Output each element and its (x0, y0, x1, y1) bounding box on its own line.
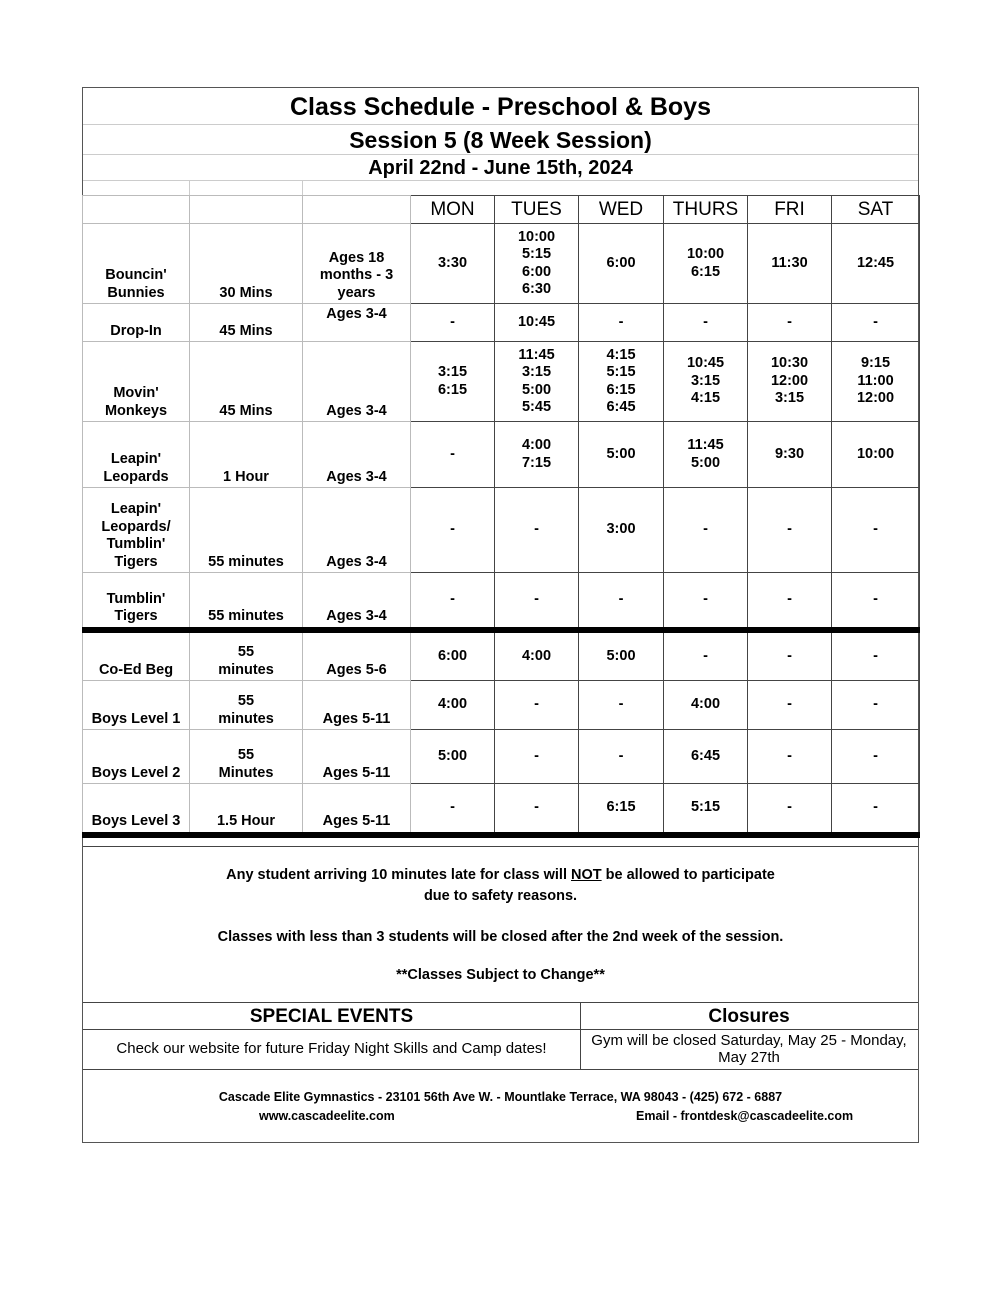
time-cell-thurs (664, 304, 748, 342)
time-cell-tues (495, 304, 579, 342)
cell-line: Monkeys (104, 402, 168, 419)
class-duration (190, 422, 303, 488)
spacer-divider (189, 180, 190, 195)
time-cell-mon (411, 630, 495, 681)
time-cell-wed (579, 422, 664, 488)
cell-line: 6:00 (606, 254, 636, 271)
cell-line: 7:15 (521, 454, 552, 471)
time-cell-sat (832, 784, 920, 835)
cell-line: - (787, 647, 792, 664)
cell-line: Boys Level 1 (91, 710, 181, 727)
time-cell-wed (579, 304, 664, 342)
day-header-tues: TUES (495, 196, 579, 224)
cell-line: 5:15 (521, 246, 552, 262)
time-cell-sat (832, 342, 920, 422)
day-header-fri: FRI (748, 196, 832, 224)
cell-line: 6:30 (521, 281, 552, 297)
class-name (83, 784, 190, 835)
time-cell-tues (495, 784, 579, 835)
cell-line: Ages 18 (328, 249, 385, 266)
cell-line: Leopards/ (101, 518, 171, 535)
time-cell-tues (495, 422, 579, 488)
cell-line: - (534, 696, 539, 713)
class-ages (303, 573, 411, 630)
class-name (83, 342, 190, 422)
cell-line: - (873, 799, 878, 815)
class-name (83, 630, 190, 681)
cell-line: - (450, 591, 455, 607)
cell-line: 11:45 (687, 437, 724, 453)
cell-line: Minutes (218, 764, 274, 781)
cell-line: - (873, 647, 878, 664)
closure-policy: Classes with less than 3 students will be closed after the 2nd week of the session. (217, 929, 784, 945)
cell-line: 6:15 (606, 799, 636, 815)
cell-line: 3:00 (606, 521, 636, 538)
cell-line: - (703, 313, 708, 330)
header-blank-cell (190, 196, 303, 224)
day-header-wed: WED (579, 196, 664, 224)
cell-line: Bouncin' (105, 267, 167, 283)
class-duration (190, 573, 303, 630)
cell-line: 5:00 (606, 647, 636, 664)
class-row (83, 304, 920, 342)
cell-line: months - 3 (319, 267, 394, 283)
time-cell-thurs (664, 488, 748, 573)
late-policy (83, 867, 918, 883)
time-cell-mon (411, 224, 495, 304)
class-ages (303, 224, 411, 304)
day-header-thurs: THURS (664, 196, 748, 224)
class-ages (303, 730, 411, 784)
cell-line: Ages 5-11 (322, 710, 391, 727)
schedule-sheet (82, 87, 919, 1143)
day-header-sat: SAT (832, 196, 920, 224)
cell-line: 3:15 (774, 390, 805, 407)
late-policy-text: Any student arriving 10 minutes late for class will (226, 867, 572, 883)
cell-line: - (703, 521, 708, 538)
cell-line: Ages 5-6 (326, 661, 387, 678)
class-ages (303, 630, 411, 681)
class-name (83, 224, 190, 304)
class-duration (190, 488, 303, 573)
cell-line: 55 minutes (208, 553, 284, 570)
time-cell-fri (748, 304, 832, 342)
class-row (83, 573, 920, 630)
special-events (83, 1003, 581, 1070)
time-cell-wed (579, 630, 664, 681)
class-duration (190, 630, 303, 681)
cell-line: 5:15 (606, 364, 636, 380)
cell-line: 3:15 (437, 364, 468, 380)
time-cell-wed (579, 224, 664, 304)
class-duration (190, 342, 303, 422)
time-cell-wed (579, 784, 664, 835)
footer (83, 1069, 918, 1144)
class-ages (303, 784, 411, 835)
cell-line: 12:45 (856, 254, 895, 271)
session-dates: April 22nd - June 15th, 2024 (83, 154, 918, 181)
cell-line: 5:00 (690, 454, 721, 471)
time-cell-mon (411, 488, 495, 573)
cell-line: - (703, 647, 708, 664)
cell-line: 11:30 (771, 254, 808, 271)
time-cell-tues (495, 573, 579, 630)
class-ages (303, 342, 411, 422)
time-cell-thurs (664, 573, 748, 630)
cell-line: - (534, 521, 539, 538)
cell-line: Bunnies (107, 284, 165, 301)
cell-line: 45 Mins (219, 402, 273, 419)
cell-line: Ages 3-4 (326, 608, 387, 624)
website-link[interactable]: www.cascadeelite.com (259, 1109, 395, 1123)
cell-line: Tumblin' (106, 590, 166, 607)
class-row (83, 422, 920, 488)
time-cell-mon (411, 304, 495, 342)
class-name (83, 422, 190, 488)
cell-line: Leapin' (110, 451, 162, 467)
cell-line: 55 (237, 644, 255, 660)
special-events-title: SPECIAL EVENTS (83, 1003, 580, 1030)
time-cell-wed (579, 342, 664, 422)
late-policy-line2: due to safety reasons. (423, 888, 578, 904)
cell-line: Ages 3-4 (326, 306, 387, 322)
cell-line: 4:00 (690, 696, 721, 713)
cell-line: 6:15 (690, 263, 721, 280)
cell-line: 45 Mins (219, 322, 273, 339)
cell-line: - (787, 591, 792, 607)
header-blank-cell (303, 196, 411, 224)
time-cell-tues (495, 224, 579, 304)
cell-line: 9:15 (860, 355, 891, 372)
cell-line: 4:00 (521, 437, 552, 453)
closures-text: Gym will be closed Saturday, May 25 - Monday, May 27th (591, 1032, 907, 1066)
cell-line: - (618, 747, 624, 764)
time-cell-sat (832, 488, 920, 573)
class-name (83, 730, 190, 784)
cell-line: Leapin' (110, 501, 162, 517)
cell-line: minutes (218, 661, 274, 678)
class-duration (190, 784, 303, 835)
cell-line: - (450, 445, 455, 462)
cell-line: 3:30 (437, 254, 468, 271)
time-cell-wed (579, 681, 664, 730)
cell-line: 10:45 (517, 313, 556, 330)
cell-line: - (450, 313, 455, 330)
header-blank-cell (83, 196, 190, 224)
cell-line: 12:00 (770, 372, 809, 389)
day-header-mon: MON (411, 196, 495, 224)
bottom-rule (83, 835, 920, 838)
cell-line: Leopards (103, 468, 169, 485)
class-row (83, 730, 920, 784)
cell-line: 11:45 (518, 346, 555, 363)
cell-line: - (450, 799, 455, 815)
cell-line: 11:00 (857, 372, 894, 389)
class-row (83, 342, 920, 422)
time-cell-fri (748, 573, 832, 630)
cell-line: 10:00 (856, 445, 895, 462)
cell-line: Boys Level 2 (91, 764, 181, 781)
time-cell-thurs (664, 730, 748, 784)
closures (580, 1003, 918, 1070)
cell-line: 4:15 (690, 390, 721, 407)
spacer-row (83, 180, 918, 181)
events-section (83, 1002, 918, 1070)
cell-line: Ages 5-11 (322, 813, 391, 829)
class-name (83, 573, 190, 630)
cell-line: - (873, 521, 878, 538)
time-cell-sat (832, 730, 920, 784)
cell-line: 5:15 (690, 799, 721, 815)
time-cell-fri (748, 681, 832, 730)
class-row (83, 681, 920, 730)
cell-line: - (787, 521, 792, 538)
time-cell-sat (832, 304, 920, 342)
time-cell-thurs (664, 630, 748, 681)
schedule-table (82, 195, 920, 838)
cell-line: - (618, 591, 624, 607)
late-policy-text-end: be allowed to participate (601, 867, 775, 883)
time-cell-wed (579, 488, 664, 573)
cell-line: minutes (218, 710, 274, 727)
class-name (83, 488, 190, 573)
page-title: Class Schedule - Preschool & Boys (290, 93, 711, 121)
time-cell-fri (748, 730, 832, 784)
cell-line: 55 (237, 747, 255, 763)
time-cell-thurs (664, 342, 748, 422)
time-cell-fri (748, 488, 832, 573)
cell-line: 10:00 (686, 246, 725, 262)
cell-line: - (787, 313, 792, 330)
time-cell-sat (832, 422, 920, 488)
time-cell-fri (748, 784, 832, 835)
time-cell-mon (411, 422, 495, 488)
cell-line: 6:45 (690, 747, 721, 764)
time-cell-fri (748, 342, 832, 422)
cell-line: Ages 3-4 (326, 468, 387, 485)
cell-line: Tumblin' (106, 536, 166, 552)
cell-line: 10:45 (686, 355, 725, 372)
cell-line: 12:00 (856, 390, 895, 407)
time-cell-mon (411, 730, 495, 784)
cell-line: - (534, 747, 539, 764)
time-cell-tues (495, 630, 579, 681)
cell-line: 5:00 (606, 445, 636, 462)
session-title: Session 5 (8 Week Session) (83, 124, 918, 155)
cell-line: - (534, 591, 539, 607)
cell-line: - (787, 799, 792, 815)
time-cell-mon (411, 573, 495, 630)
cell-line: 4:00 (437, 696, 468, 713)
time-cell-wed (579, 730, 664, 784)
time-cell-fri (748, 630, 832, 681)
cell-line: - (873, 696, 878, 713)
class-ages (303, 681, 411, 730)
cell-line: 6:15 (437, 381, 468, 398)
cell-line: Drop-In (110, 322, 162, 339)
cell-line: 6:00 (521, 263, 552, 280)
class-row (83, 784, 920, 835)
class-duration (190, 224, 303, 304)
cell-line: 6:15 (606, 381, 636, 398)
class-ages (303, 422, 411, 488)
footer-address: Cascade Elite Gymnastics - 23101 56th Ave W. - Mountlake Terrace, WA 98043 - (425) 672 - 6887 (218, 1090, 783, 1104)
day-header-row (83, 196, 920, 224)
cell-line: Movin' (113, 385, 159, 401)
cell-line: Tigers (114, 553, 158, 570)
cell-line: - (618, 696, 624, 713)
cell-line: 1 Hour (223, 468, 269, 485)
cell-line: 4:15 (606, 346, 636, 363)
class-row (83, 630, 920, 681)
class-row (83, 224, 920, 304)
cell-line: - (873, 591, 878, 607)
time-cell-sat (832, 681, 920, 730)
cell-line: - (873, 313, 878, 330)
class-duration (190, 681, 303, 730)
cell-line: 6:00 (437, 647, 468, 664)
time-cell-tues (495, 488, 579, 573)
cell-line: - (618, 313, 624, 330)
class-ages (303, 304, 411, 342)
cell-line: Ages 3-4 (326, 402, 387, 419)
class-name (83, 304, 190, 342)
cell-line: - (787, 696, 792, 713)
time-cell-mon (411, 784, 495, 835)
time-cell-mon (411, 681, 495, 730)
time-cell-tues (495, 730, 579, 784)
table-bottom-rule (83, 835, 920, 838)
cell-line: - (534, 799, 539, 815)
cell-line: 3:15 (521, 364, 552, 380)
cell-line: 10:30 (770, 355, 809, 372)
time-cell-sat (832, 630, 920, 681)
cell-line: 6:45 (606, 399, 636, 415)
class-row (83, 488, 920, 573)
cell-line: Co-Ed Beg (98, 661, 174, 678)
cell-line: 5:45 (521, 399, 552, 415)
closures-title: Closures (580, 1003, 918, 1030)
cell-line: - (450, 521, 455, 538)
cell-line: 9:30 (774, 445, 805, 462)
cell-line: Ages 5-11 (322, 764, 391, 781)
time-cell-mon (411, 342, 495, 422)
cell-line: 3:15 (690, 372, 721, 389)
cell-line: 55 (237, 693, 255, 709)
time-cell-thurs (664, 784, 748, 835)
cell-line: 1.5 Hour (216, 813, 275, 829)
email-link[interactable]: Email - frontdesk@cascadeelite.com (636, 1109, 854, 1123)
policy-notes (83, 846, 918, 1003)
time-cell-sat (832, 224, 920, 304)
time-cell-thurs (664, 681, 748, 730)
cell-line: years (337, 284, 376, 301)
cell-line: Ages 3-4 (326, 553, 387, 570)
special-events-text: Check our website for future Friday Night Skills and Camp dates! (116, 1040, 547, 1057)
cell-line: 5:00 (437, 747, 468, 764)
class-name (83, 681, 190, 730)
cell-line: 10:00 (517, 228, 556, 245)
time-cell-sat (832, 573, 920, 630)
time-cell-fri (748, 224, 832, 304)
cell-line: - (703, 591, 708, 607)
cell-line: 30 Mins (219, 284, 273, 301)
class-duration (190, 730, 303, 784)
subject-to-change: **Classes Subject to Change** (396, 967, 605, 983)
time-cell-thurs (664, 224, 748, 304)
time-cell-tues (495, 681, 579, 730)
time-cell-thurs (664, 422, 748, 488)
time-cell-fri (748, 422, 832, 488)
cell-line: 55 minutes (208, 608, 284, 624)
cell-line: 4:00 (521, 647, 552, 664)
cell-line: - (873, 747, 878, 764)
time-cell-wed (579, 573, 664, 630)
cell-line: 5:00 (521, 381, 552, 398)
cell-line: Tigers (114, 608, 158, 624)
cell-line: Boys Level 3 (91, 813, 181, 829)
class-duration (190, 304, 303, 342)
time-cell-tues (495, 342, 579, 422)
spacer-divider (302, 180, 303, 195)
cell-line: - (787, 747, 792, 764)
class-ages (303, 488, 411, 573)
late-policy-emphasis: NOT (571, 867, 602, 883)
